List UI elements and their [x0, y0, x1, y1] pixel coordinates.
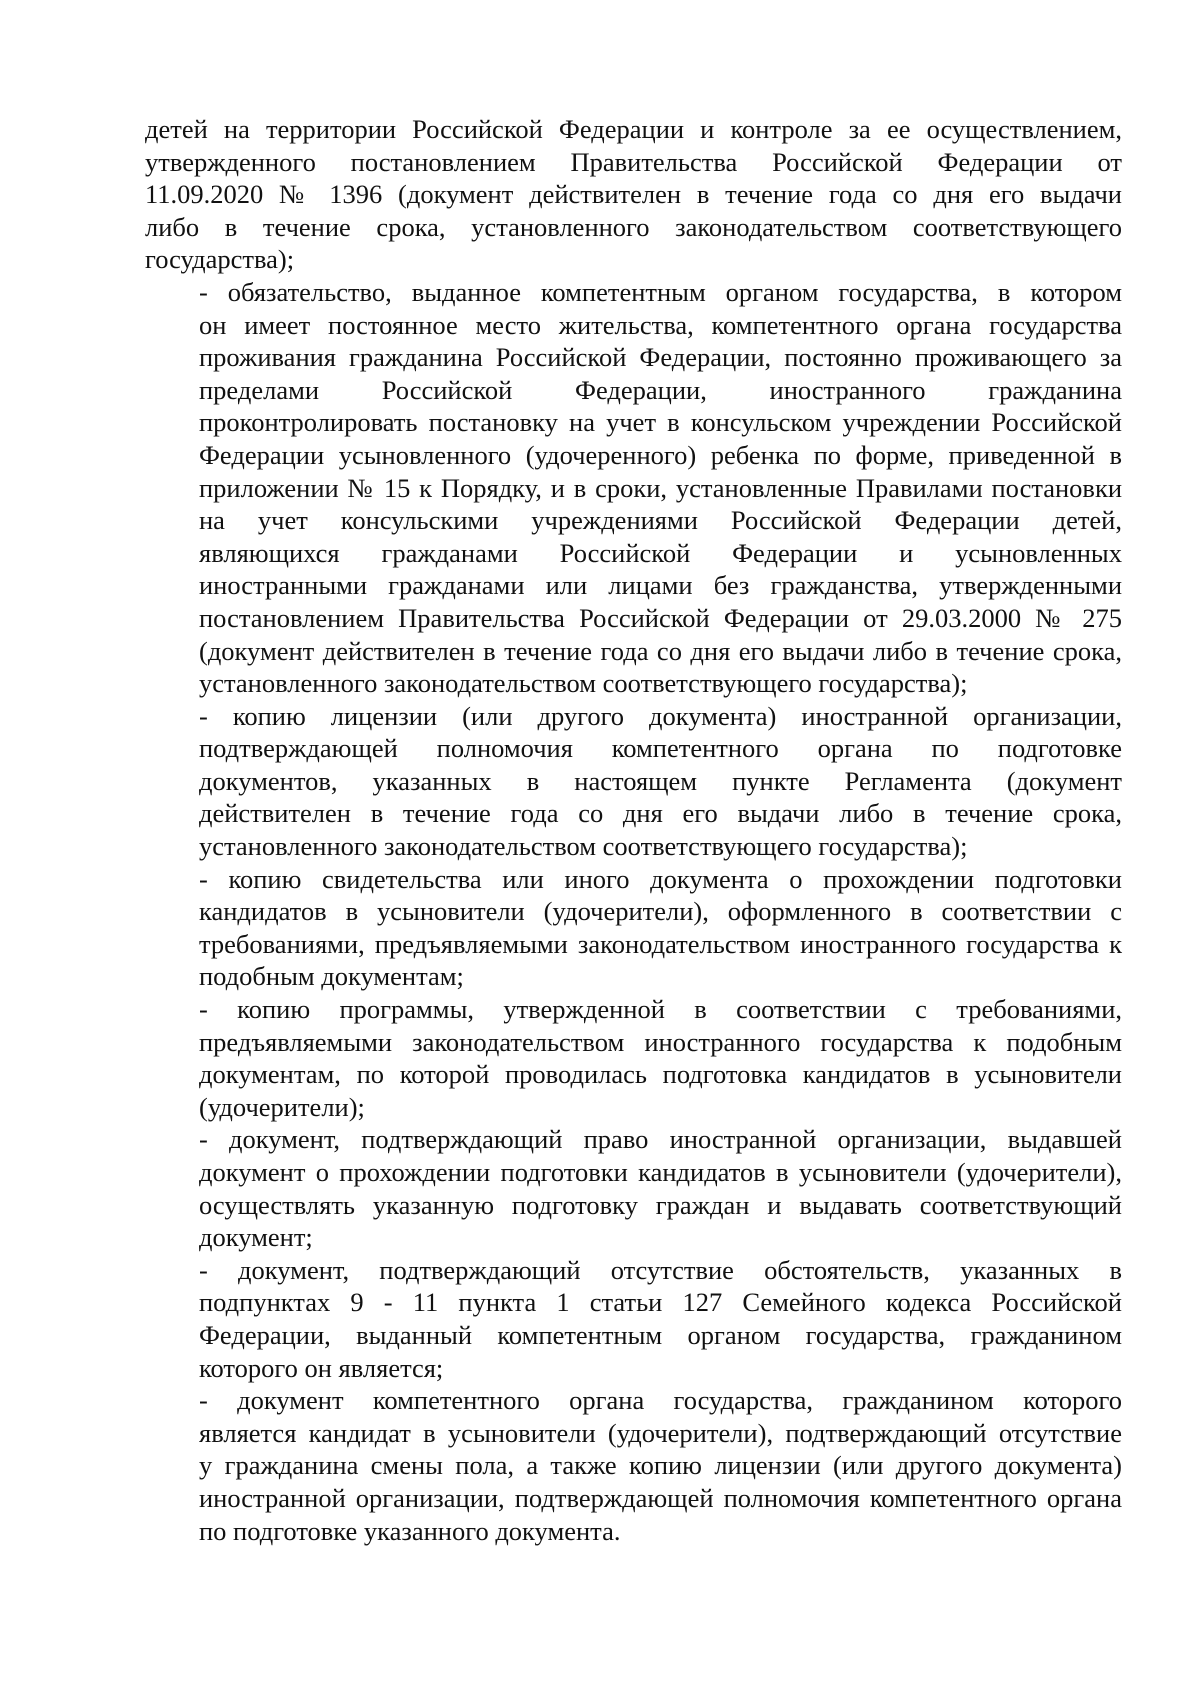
text-line: - копию свидетельства или иного документа о прохождении подготовки	[199, 863, 1122, 894]
text-line: иностранными гражданами или лицами без гражданства, утвержденными	[199, 570, 1122, 601]
text-line: документ;	[199, 1222, 313, 1253]
text-line: иностранной организации, подтверждающей полномочия компетентного органа	[199, 1482, 1122, 1513]
text-line: является кандидат в усыновители (удочерители), подтверждающий отсутствие	[199, 1417, 1122, 1448]
text-line: государства);	[145, 244, 295, 275]
text-line: предъявляемыми законодательством иностранного государства к подобным	[199, 1026, 1122, 1057]
text-line: подпунктах 9 - 11 пункта 1 статьи 127 Семейного кодекса Российской	[199, 1287, 1122, 1318]
text-line: утвержденного постановлением Правительства Российской Федерации от	[145, 146, 1122, 177]
text-line: Федерации усыновленного (удочеренного) ребенка по форме, приведенной в	[199, 439, 1122, 470]
text-line: - обязательство, выданное компетентным органом государства, в котором	[199, 276, 1122, 307]
text-line: подобным документам;	[199, 961, 464, 992]
text-line: - документ, подтверждающий право иностранной организации, выдавшей	[199, 1124, 1122, 1155]
text-line: (удочерители);	[199, 1091, 365, 1122]
text-line: он имеет постоянное место жительства, компетентного органа государства	[199, 309, 1122, 340]
text-line: документ о прохождении подготовки кандидатов в усыновители (удочерители),	[199, 1157, 1122, 1187]
text-line: проконтролировать постановку на учет в консульском учреждении Российской	[199, 407, 1122, 438]
paragraph	[145, 1384, 1122, 1547]
text-line: 11.09.2020 № 1396 (документ действителен в течение года со дня его выдачи	[145, 179, 1122, 210]
text-line: - документ, подтверждающий отсутствие обстоятельств, указанных в	[199, 1254, 1122, 1285]
document-body	[145, 113, 1122, 1547]
text-line: по подготовке указанного документа.	[199, 1515, 621, 1546]
text-line: пределами Российской Федерации, иностранного гражданина	[199, 374, 1122, 405]
paragraph	[145, 113, 1122, 276]
text-line: постановлением Правительства Российской Федерации от 29.03.2000 № 275	[199, 602, 1122, 633]
text-line: приложении № 15 к Порядку, и в сроки, установленные Правилами постановки	[199, 472, 1122, 503]
paragraph	[145, 700, 1122, 863]
text-line: на учет консульскими учреждениями Российской Федерации детей,	[199, 505, 1122, 536]
text-line: - документ компетентного органа государства, гражданином которого	[199, 1385, 1122, 1416]
text-line: Федерации, выданный компетентным органом государства, гражданином	[199, 1319, 1122, 1350]
text-line: требованиями, предъявляемыми законодательством иностранного государства к	[199, 928, 1122, 959]
text-line: кандидатов в усыновители (удочерители), оформленного в соответствии с	[199, 896, 1122, 927]
text-line: (документ действителен в течение года со дня его выдачи либо в течение срока,	[199, 635, 1122, 666]
text-line: - копию программы, утвержденной в соответствии с требованиями,	[199, 994, 1122, 1025]
text-line: являющихся гражданами Российской Федерации и усыновленных	[199, 537, 1122, 568]
paragraph	[145, 1123, 1122, 1253]
text-line: действителен в течение года со дня его выдачи либо в течение срока,	[199, 798, 1122, 829]
text-line: проживания гражданина Российской Федерации, постоянно проживающего за	[199, 342, 1122, 373]
text-line: установленного законодательством соответствующего государства);	[199, 831, 968, 862]
text-line: у гражданина смены пола, а также копию лицензии (или другого документа)	[199, 1450, 1122, 1481]
text-line: документов, указанных в настоящем пункте Регламента (документ	[199, 765, 1122, 796]
paragraph	[145, 863, 1122, 993]
text-line: подтверждающей полномочия компетентного органа по подготовке	[199, 733, 1122, 764]
text-line: - копию лицензии (или другого документа) иностранной организации,	[199, 700, 1122, 731]
text-line: установленного законодательством соответствующего государства);	[199, 668, 968, 699]
paragraph	[145, 276, 1122, 700]
text-line: документам, по которой проводилась подготовка кандидатов в усыновители	[199, 1059, 1122, 1090]
text-line: которого он является;	[199, 1352, 444, 1383]
text-line: осуществлять указанную подготовку граждан и выдавать соответствующий	[199, 1189, 1122, 1220]
paragraph	[145, 993, 1122, 1123]
text-line: детей на территории Российской Федерации и контроле за ее осуществлением,	[145, 114, 1122, 144]
text-line: либо в течение срока, установленного законодательством соответствующего	[145, 211, 1122, 242]
paragraph	[145, 1254, 1122, 1384]
